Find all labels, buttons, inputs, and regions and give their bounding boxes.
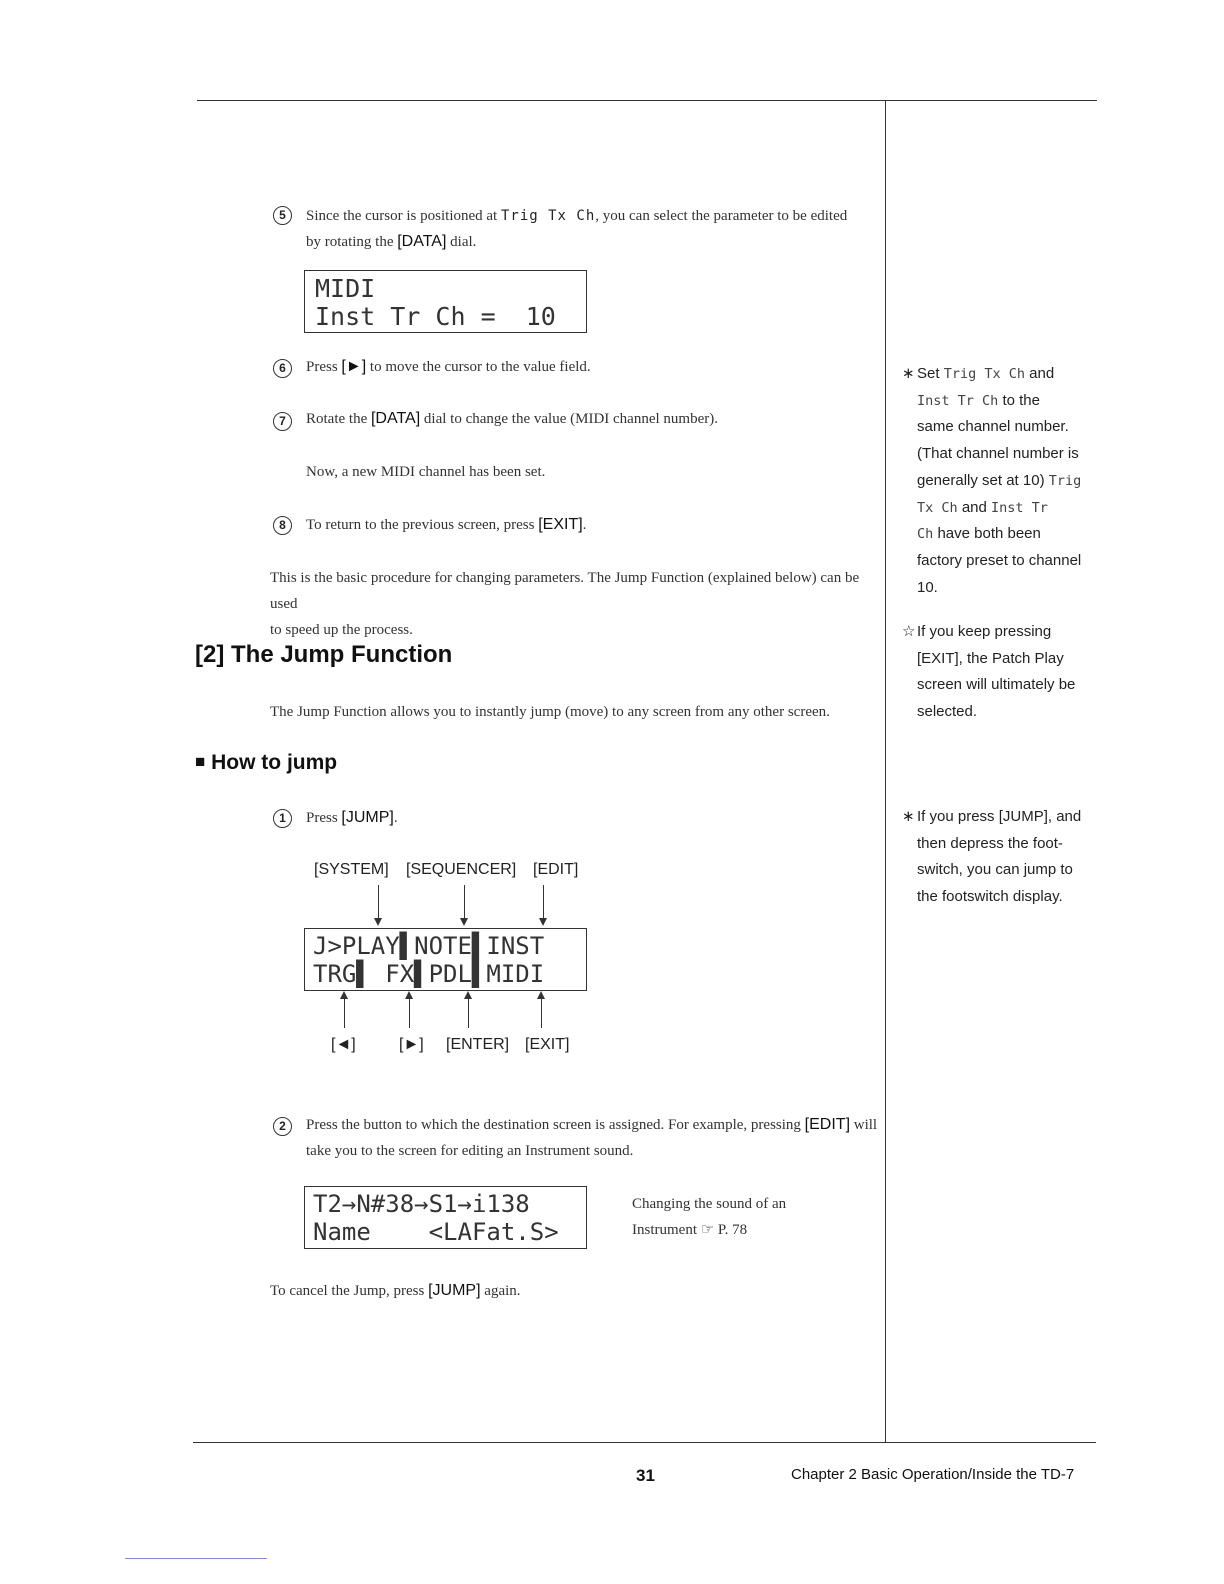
step-7-text-a: Rotate the <box>306 411 368 427</box>
step-8-text-a: To return to the previous screen, press <box>306 517 535 533</box>
cross-reference-line-2: Instrument ☞ P. 78 <box>632 1222 748 1238</box>
cross-reference-line-1: Changing the sound of an <box>632 1196 787 1212</box>
step-5-text <box>306 203 876 255</box>
step-5-text-c: by rotating the <box>306 234 394 250</box>
note3-line-1: If you press [JUMP], and <box>917 808 1082 825</box>
arrow-system-line <box>378 885 379 920</box>
right-button-label: [►] <box>399 1036 424 1053</box>
jump-key-label-2: [JUMP] <box>428 1282 481 1299</box>
exit-button-label: [EXIT] <box>525 1036 570 1053</box>
lcd-instrument-row-1: T2→N#38→S1→i138 <box>313 1190 530 1218</box>
note1-generally: generally set at 10) <box>917 471 1045 489</box>
note1-set: Set <box>917 365 940 382</box>
note3-line-3: switch, you can jump to <box>917 861 1073 879</box>
subsection-title-text: How to jump <box>211 751 338 774</box>
basic-procedure-line-1: This is the basic procedure for changing parameters. The Jump Function (explained below) can be used <box>270 570 860 612</box>
jump-step-1-number: 1 <box>273 809 292 828</box>
top-rule <box>197 100 1097 101</box>
scan-edge-line <box>125 1558 267 1559</box>
edit-key-label: [EDIT] <box>804 1116 851 1133</box>
step-6-text <box>306 354 591 380</box>
step-6-text-a: Press <box>306 359 338 375</box>
arrow-system-head <box>374 918 382 926</box>
page-number: 31 <box>636 1466 655 1485</box>
sidebar-note-exit <box>902 619 1087 726</box>
step-7-note: Now, a new MIDI channel has been set. <box>306 464 546 480</box>
note1-code-insttr: Inst Tr <box>991 499 1048 516</box>
sidebar-note-footswitch <box>902 804 1087 911</box>
system-button-label: [SYSTEM] <box>314 861 389 878</box>
subsection-title <box>195 751 337 775</box>
note2-line-1: If you keep pressing <box>917 623 1052 640</box>
lcd-jump-row-2: TRG▌ FX▌PDL▌MIDI <box>313 960 545 988</box>
note-asterisk-icon-2: ∗ <box>902 808 915 825</box>
note2-line-4: selected. <box>917 703 978 721</box>
arrow-sequencer-head <box>460 918 468 926</box>
exit-key-label: [EXIT] <box>538 516 583 533</box>
step-6-number: 6 <box>273 359 292 378</box>
left-button-label: [◄] <box>331 1036 356 1053</box>
jump-step-2-text-b: will <box>853 1117 878 1133</box>
arrow-edit-head <box>539 918 547 926</box>
step-7-text <box>306 406 718 432</box>
jump-step-1-text-b: . <box>393 810 398 826</box>
arrow-sequencer-line <box>464 885 465 920</box>
step-7-text-b: dial to change the value (MIDI channel number). <box>423 411 718 427</box>
cancel-jump-text <box>270 1278 521 1304</box>
note-star-icon: ☆ <box>902 623 916 640</box>
lcd-display-instrument <box>304 1186 587 1249</box>
note-asterisk-icon: ∗ <box>902 365 915 382</box>
data-key-label: [DATA] <box>397 233 447 250</box>
note2-line-3: screen will ultimately be <box>917 676 1076 694</box>
jump-step-2-text <box>306 1112 881 1164</box>
note1-code-txch: Tx Ch <box>917 499 958 516</box>
note1-that: (That channel number is <box>917 445 1079 463</box>
cancel-jump-text-a: To cancel the Jump, press <box>270 1283 425 1299</box>
arrow-enter-line <box>468 998 469 1028</box>
jump-step-1-text <box>306 805 398 831</box>
note1-code-trig-2: Trig <box>1048 472 1082 489</box>
basic-procedure-paragraph <box>270 565 880 643</box>
note1-have-both: have both been <box>937 525 1041 543</box>
cancel-jump-text-b: again. <box>484 1283 521 1299</box>
section-intro: The Jump Function allows you to instantly jump (move) to any screen from any other screen. <box>270 704 830 720</box>
jump-step-2-number: 2 <box>273 1117 292 1136</box>
jump-step-1-text-a: Press <box>306 810 338 826</box>
note1-and-2: and <box>961 498 987 516</box>
sequencer-button-label: [SEQUENCER] <box>406 861 517 878</box>
sidebar-note-channel <box>902 361 1087 601</box>
note1-to-the: to the <box>1002 391 1040 409</box>
step-8-text-b: . <box>582 517 587 533</box>
step-7-number: 7 <box>273 412 292 431</box>
data-key-label-2: [DATA] <box>370 410 421 427</box>
note1-code-inst: Inst Tr Ch <box>917 392 999 409</box>
enter-button-label: [ENTER] <box>446 1036 510 1053</box>
note1-factory: factory preset to channel <box>917 551 1082 569</box>
cross-reference <box>632 1191 786 1243</box>
bottom-rule <box>193 1442 1096 1443</box>
column-divider <box>885 100 886 1442</box>
step-5-number: 5 <box>273 206 292 225</box>
edit-button-label: [EDIT] <box>533 861 579 878</box>
arrow-right-line <box>409 998 410 1028</box>
lcd-row-1: MIDI <box>315 274 376 303</box>
note1-same: same channel number. <box>917 418 1069 436</box>
step-6-text-b: to move the cursor to the value field. <box>369 359 591 375</box>
arrow-edit-line <box>543 885 544 920</box>
jump-step-2-text-a: Press the button to which the destination screen is assigned. For example, pressing <box>306 1117 801 1133</box>
step-5-param-code: Trig Tx Ch <box>500 208 596 224</box>
note3-line-2: then depress the foot- <box>917 834 1063 852</box>
note2-line-2: [EXIT], the Patch Play <box>917 649 1064 667</box>
step-8-text <box>306 512 586 538</box>
lcd-instrument-row-2: Name <LAFat.S> <box>313 1218 559 1246</box>
note1-ten: 10. <box>917 578 938 596</box>
note1-and: and <box>1029 365 1055 382</box>
lcd-display-jump <box>304 928 587 991</box>
jump-key-label: [JUMP] <box>341 809 394 826</box>
lcd-jump-row-1: J>PLAY▌NOTE▌INST <box>313 932 545 960</box>
arrow-exit-line <box>541 998 542 1028</box>
chapter-title: Chapter 2 Basic Operation/Inside the TD-7 <box>791 1466 1075 1483</box>
section-title: [2] The Jump Function <box>195 641 453 668</box>
note1-code-ch: Ch <box>917 526 934 543</box>
note1-code-trig: Trig Tx Ch <box>943 366 1025 382</box>
note3-line-4: the footswitch display. <box>917 888 1063 906</box>
step-8-number: 8 <box>273 516 292 535</box>
right-key-label: [►] <box>341 358 367 375</box>
lcd-row-2: Inst Tr Ch = 10 <box>315 302 556 331</box>
step-5-text-d: dial. <box>450 234 477 250</box>
step-5-text-a: Since the cursor is positioned at <box>306 208 498 224</box>
basic-procedure-line-2: to speed up the process. <box>270 622 413 638</box>
jump-step-2-text-c: take you to the screen for editing an Instrument sound. <box>306 1143 634 1159</box>
arrow-left-line <box>344 998 345 1028</box>
lcd-display-midi <box>304 270 587 333</box>
step-5-text-b: , you can select the parameter to be edited <box>595 208 848 224</box>
subsection-bullet: ■ <box>195 752 206 771</box>
